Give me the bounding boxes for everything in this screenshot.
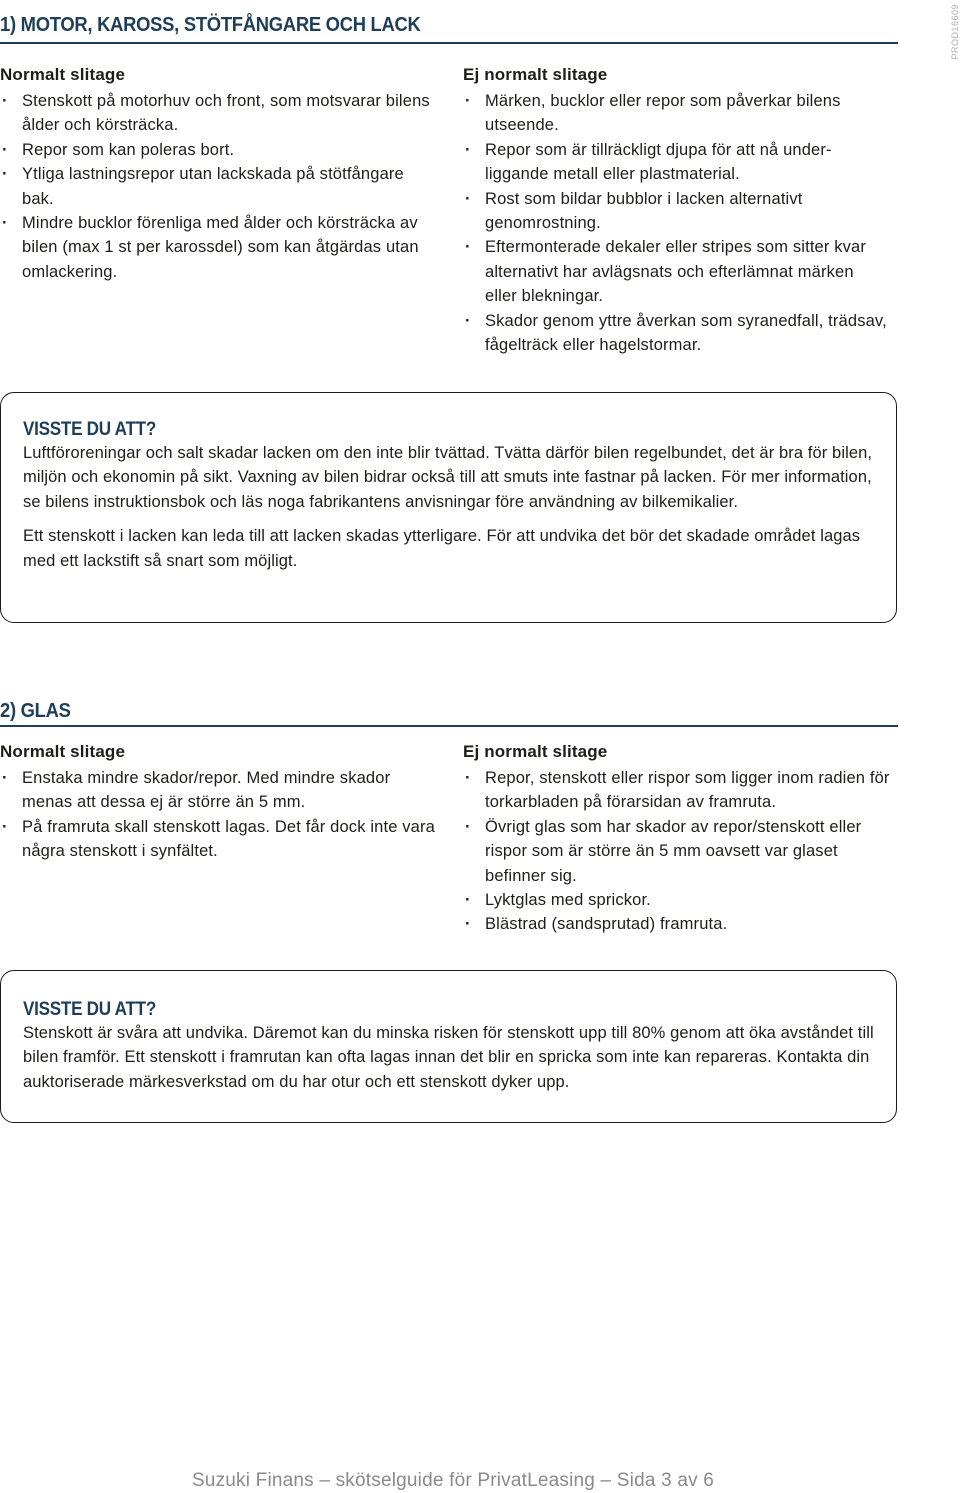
tip-box-glas xyxy=(0,970,897,1123)
tip-heading: VISSTE DU ATT? xyxy=(23,419,157,440)
list-item: · Ytliga lastningsrepor utan lackskada på stötfångare bak. xyxy=(0,162,440,211)
abnormal-wear-heading: Ej normalt slitage xyxy=(463,742,608,761)
list-item: · Repor, stenskott eller rispor som ligger inom radien för torkarbladen på förarsidan av framruta. xyxy=(463,766,903,815)
page-footer: Suzuki Finans – skötselguide för PrivatLeasing – Sida 3 av 6 xyxy=(191,1470,715,1491)
list-item: · Eftermonterade dekaler eller stripes som sitter kvar alternativt har avlägsnats och efterlämnat märken eller blekningar. xyxy=(463,235,888,308)
section-divider xyxy=(0,42,898,44)
abnormal-wear-column xyxy=(463,740,903,937)
normal-wear-column xyxy=(0,63,440,284)
list-item: · På framruta skall stenskott lagas. Det får dock inte vara några stenskott i synfältet. xyxy=(0,815,440,864)
abnormal-wear-column xyxy=(463,63,888,357)
abnormal-wear-heading: Ej normalt slitage xyxy=(463,65,608,84)
normal-wear-heading: Normalt slitage xyxy=(0,65,126,84)
tip-box-lack xyxy=(0,392,897,623)
list-item: · Repor som kan poleras bort. xyxy=(0,138,440,162)
abnormal-wear-list xyxy=(463,89,888,357)
section-title-lack: 1) MOTOR, KAROSS, STÖTFÅNGARE OCH LACK xyxy=(0,14,421,36)
list-item: · Enstaka mindre skador/repor. Med mindre skador menas att dessa ej är större än 5 mm. xyxy=(0,766,440,815)
normal-wear-column xyxy=(0,740,440,864)
normal-wear-list xyxy=(0,766,440,864)
list-item: · Blästrad (sandsprutad) framruta. xyxy=(463,912,903,936)
list-item: · Rost som bildar bubblor i lacken alternativt genomrostning. xyxy=(463,187,888,236)
tip-paragraph: Luftföroreningar och salt skadar lacken om den inte blir tvättad. Tvätta därför bilen regelbundet, det är bra för bilen, miljön och ekonomin på sikt. Vaxning av bilen bidrar också till att smuts inte fastnar på lacken. För mer information, se bilens instruktionsbok och läs noga fabrikantens anvisningar före användning av bilkemikalier. xyxy=(23,444,873,511)
tip-paragraph: Ett stenskott i lacken kan leda till att lacken skadas ytterligare. För att undvika det bör det skadade området lagas med ett lackstift så snart som möjligt. xyxy=(23,527,861,570)
section-divider xyxy=(0,725,898,727)
normal-wear-heading: Normalt slitage xyxy=(0,742,126,761)
list-item: · Övrigt glas som har skador av repor/stenskott eller rispor som är större än 5 mm oavsett var glaset befinner sig. xyxy=(463,815,903,888)
list-item: · Repor som är tillräckligt djupa för att nå under-liggande metall eller plastmaterial. xyxy=(463,138,888,187)
tip-heading: VISSTE DU ATT? xyxy=(23,999,157,1020)
list-item: · Skador genom yttre åverkan som syranedfall, trädsav, fågelträck eller hagelstormar. xyxy=(463,309,888,358)
section-title-glas: 2) GLAS xyxy=(0,700,71,722)
list-item: · Märken, bucklor eller repor som påverkar bilens utseende. xyxy=(463,89,888,138)
list-item: · Lyktglas med sprickor. xyxy=(463,888,903,912)
list-item: · Stenskott på motorhuv och front, som motsvarar bilens ålder och körsträcka. xyxy=(0,89,440,138)
document-code: PROD16609 xyxy=(950,4,960,60)
abnormal-wear-list xyxy=(463,766,903,937)
normal-wear-list xyxy=(0,89,440,284)
tip-paragraph: Stenskott är svåra att undvika. Däremot kan du minska risken för stenskott upp till 80% genom att öka avståndet till bilen framför. Ett stenskott i framrutan kan ofta lagas innan det blir en spricka som inte kan repareras. Kontakta din auktoriserade märkesverkstad om du har otur och ett stenskott dyker upp. xyxy=(23,1024,874,1091)
list-item: · Mindre bucklor förenliga med ålder och körsträcka av bilen (max 1 st per karossdel) som kan åtgärdas utan omlackering. xyxy=(0,211,440,284)
